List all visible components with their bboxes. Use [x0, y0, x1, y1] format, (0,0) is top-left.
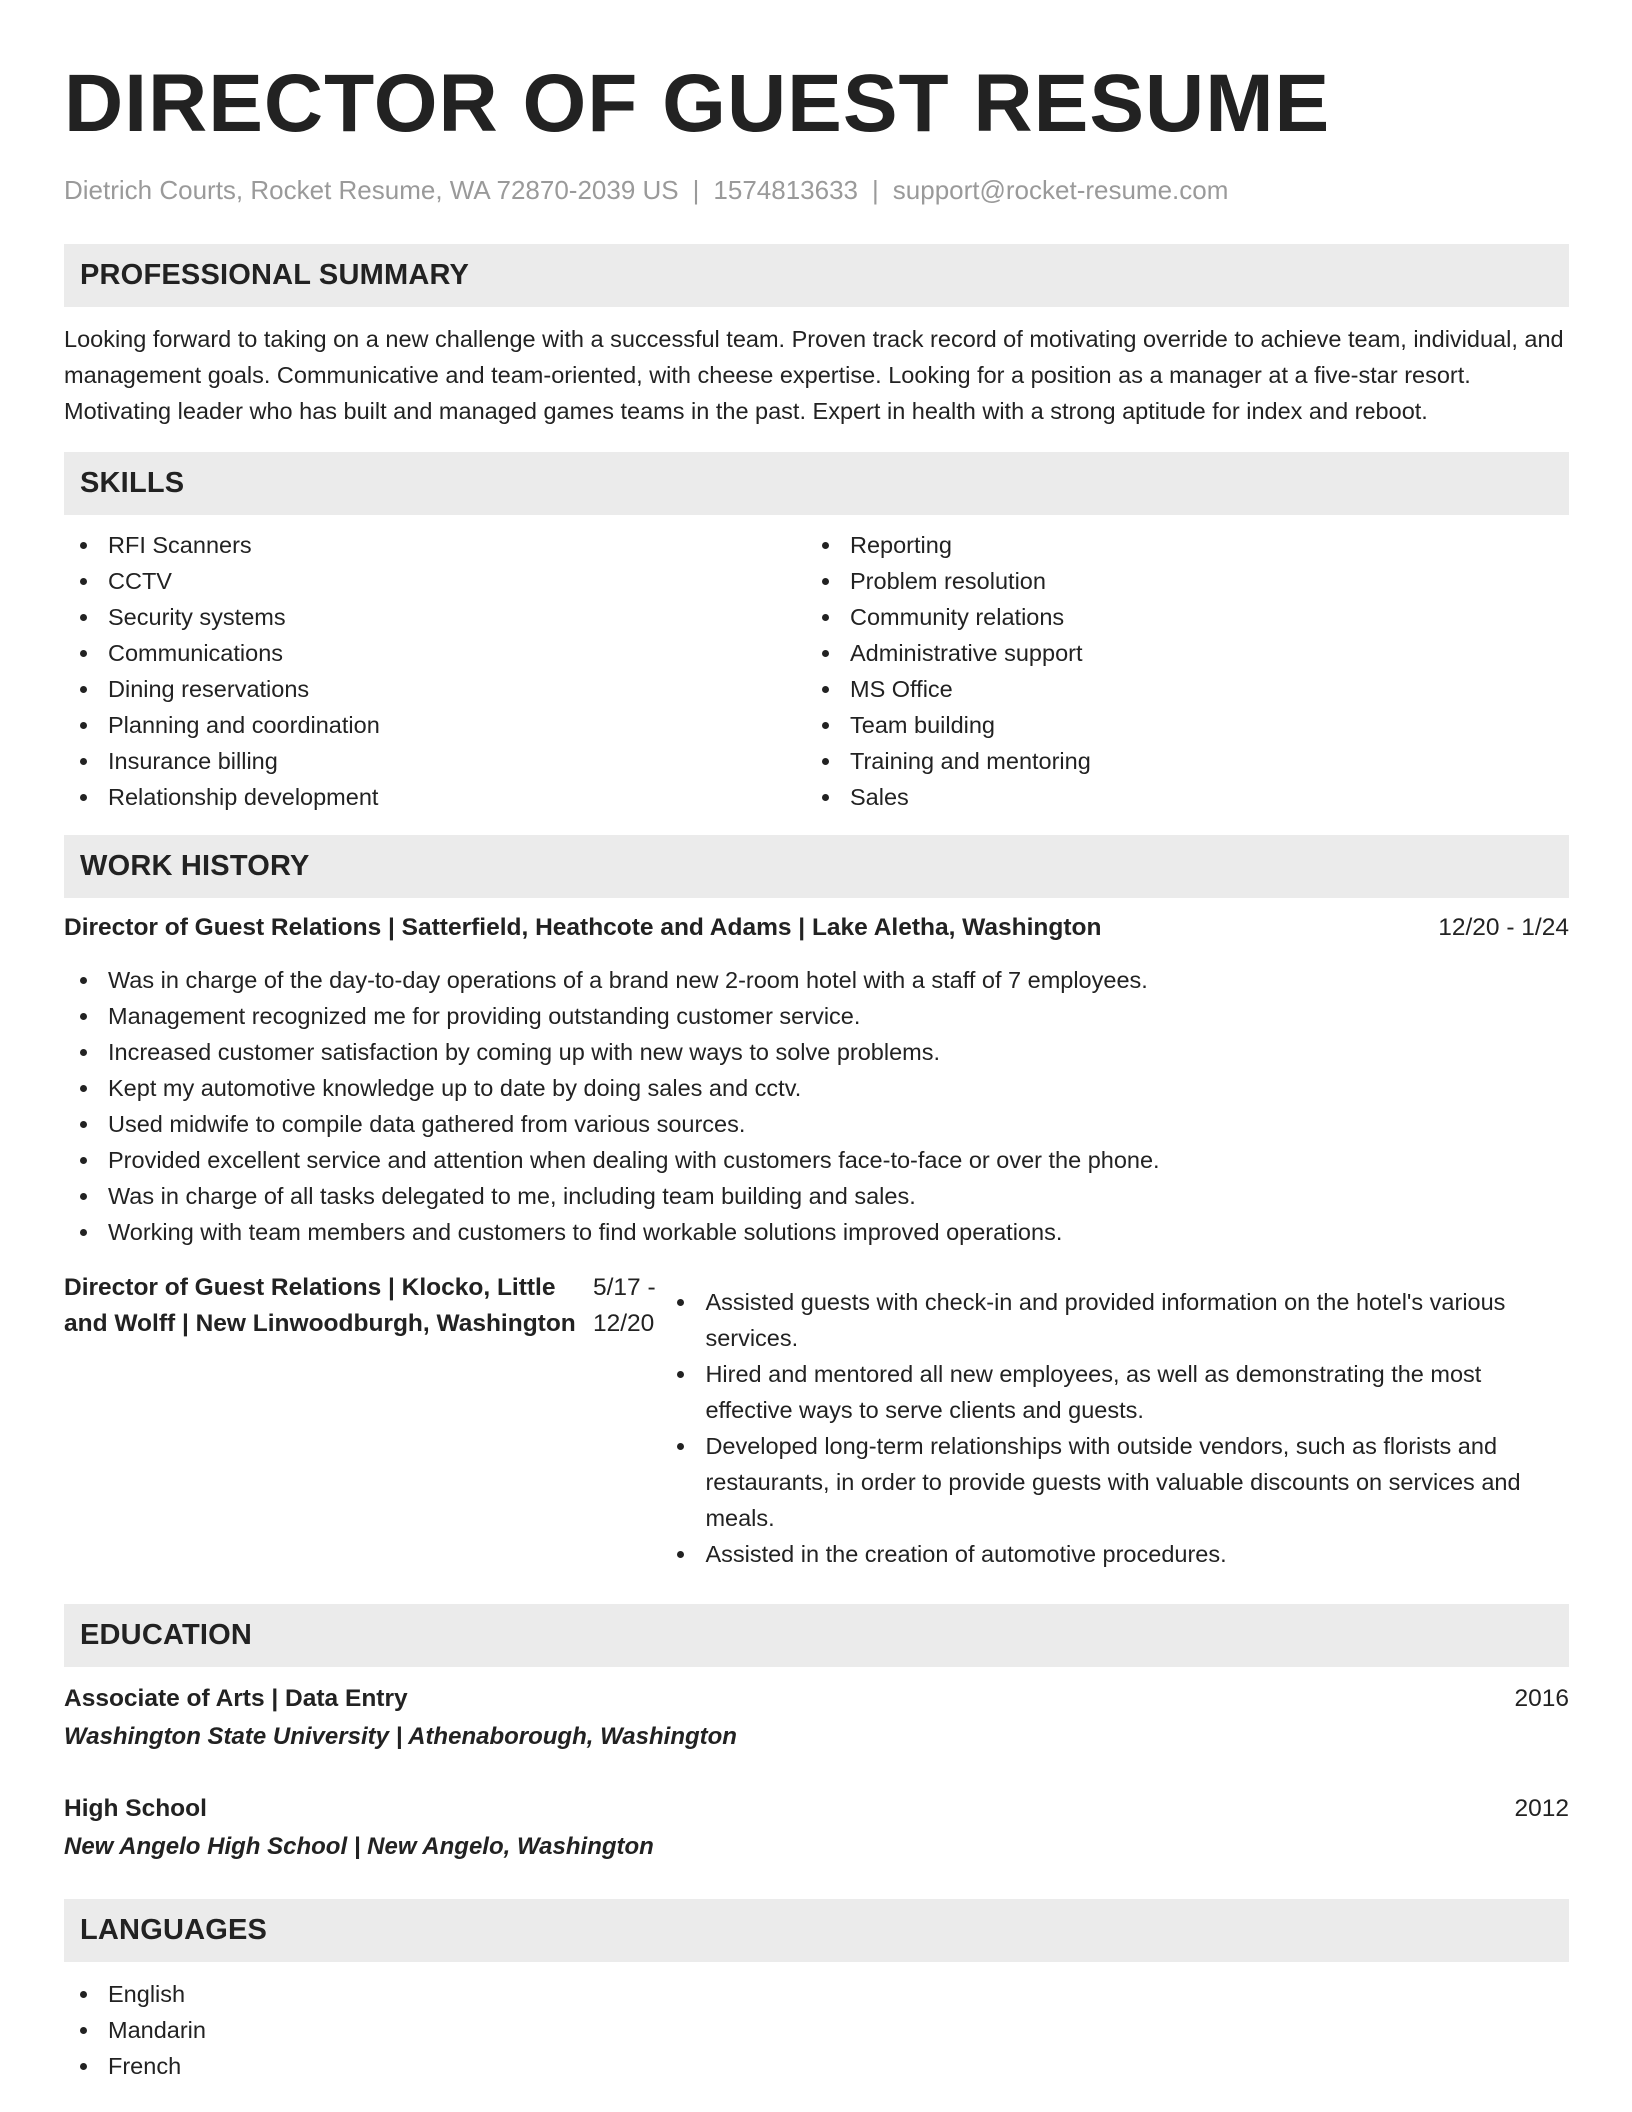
skill-item: Insurance billing [64, 743, 806, 779]
resume-title: DIRECTOR OF GUEST RESUME [64, 58, 1331, 149]
skill-item: MS Office [806, 671, 1548, 707]
contact-separator: | [692, 175, 700, 205]
education-degree: Associate of Arts | Data Entry [64, 1685, 408, 1712]
language-item: English [64, 1976, 1569, 2012]
skill-item: RFI Scanners [64, 527, 806, 563]
education-header [64, 1791, 1569, 1827]
section-heading-skills: SKILLS [64, 452, 1569, 515]
education-entry [64, 1681, 1569, 1755]
skill-item: Training and mentoring [806, 743, 1548, 779]
skill-item: Reporting [806, 527, 1548, 563]
job-header [64, 1270, 1569, 1572]
skill-item: Dining reservations [64, 671, 806, 707]
job-dates: 12/20 - 1/24 [1438, 914, 1569, 941]
job-bullet: Developed long-term relationships with outside vendors, such as florists and restaurants, in order to provide guests with valuable discounts on services and meals. [661, 1428, 1569, 1536]
job-bullets [64, 962, 1569, 1250]
skill-item: Problem resolution [806, 563, 1548, 599]
section-heading-education: EDUCATION [64, 1604, 1569, 1667]
languages-list [64, 1976, 1569, 2084]
skill-item: Planning and coordination [64, 707, 806, 743]
contact-phone: 1574813633 [713, 175, 859, 205]
skills-column-left [64, 527, 806, 815]
job-entry [64, 1270, 1569, 2084]
job-bullet: Assisted guests with check-in and provided information on the hotel's various services. [661, 1284, 1569, 1356]
section-heading-work-history: WORK HISTORY [64, 835, 1569, 898]
education-school: New Angelo High School | New Angelo, Washington [64, 1833, 654, 1860]
job-bullet: Management recognized me for providing outstanding customer service. [64, 998, 1569, 1034]
skill-item: Sales [806, 779, 1548, 815]
job-title: Director of Guest Relations | Satterfield, Heathcote and Adams | Lake Aletha, Washington [64, 914, 1102, 941]
job-title: Director of Guest Relations | Klocko, Little and Wolff | New Linwoodburgh, Washington [64, 1274, 576, 1337]
education-entry [64, 1791, 1569, 1865]
skill-item: Security systems [64, 599, 806, 635]
job-bullet: Was in charge of all tasks delegated to me, including team building and sales. [64, 1178, 1569, 1214]
resume-page [64, 0, 1569, 2084]
job-bullets [661, 1284, 1569, 1572]
language-item: Mandarin [64, 2012, 1569, 2048]
section-heading-languages: LANGUAGES [64, 1899, 1569, 1962]
education-year: 2016 [1514, 1685, 1569, 1712]
job-bullet: Hired and mentored all new employees, as well as demonstrating the most effective ways to serve clients and guests. [661, 1356, 1569, 1428]
education-degree: High School [64, 1795, 207, 1822]
job-bullet: Assisted in the creation of automotive procedures. [661, 1536, 1569, 1572]
job-bullet: Kept my automotive knowledge up to date by doing sales and cctv. [64, 1070, 1569, 1106]
job-dates: 5/17 - 12/20 [592, 1274, 656, 1337]
skills-column-right [806, 527, 1548, 815]
contact-email[interactable]: support@rocket-resume.com [892, 175, 1229, 205]
education-header [64, 1681, 1569, 1717]
job-bullet: Increased customer satisfaction by coming up with new ways to solve problems. [64, 1034, 1569, 1070]
section-heading-summary: PROFESSIONAL SUMMARY [64, 244, 1569, 307]
skill-item: Administrative support [806, 635, 1548, 671]
summary-text: Looking forward to taking on a new challenge with a successful team. Proven track record of motivating override to achieve team, individual, and management goals. Communicative and team-oriented, with cheese expertise. Looking for a position as a manager at a five-star resort. Motivating leader who has built and managed games teams in the past. Expert in health with a strong aptitude for index and reboot. [64, 326, 1564, 424]
contact-separator: | [872, 175, 879, 205]
contact-line [64, 174, 1569, 206]
job-bullet: Was in charge of the day-to-day operations of a brand new 2-room hotel with a staff of 7 employees. [64, 962, 1569, 998]
job-bullet: Used midwife to compile data gathered from various sources. [64, 1106, 1569, 1142]
job-entry [64, 910, 1569, 1250]
education-year: 2012 [1514, 1795, 1569, 1822]
skill-item: Community relations [806, 599, 1548, 635]
skill-item: CCTV [64, 563, 806, 599]
job-bullet: Working with team members and customers to find workable solutions improved operations. [64, 1214, 1569, 1250]
education-school: Washington State University | Athenaborough, Washington [64, 1723, 737, 1750]
job-bullet: Provided excellent service and attention when dealing with customers face-to-face or over the phone. [64, 1142, 1569, 1178]
job-header [64, 910, 1569, 946]
skills-list [64, 527, 1569, 815]
language-item: French [64, 2048, 1569, 2084]
skill-item: Communications [64, 635, 806, 671]
skill-item: Team building [806, 707, 1548, 743]
contact-address: Dietrich Courts, Rocket Resume, WA 72870-2039 US [64, 175, 679, 205]
skill-item: Relationship development [64, 779, 806, 815]
